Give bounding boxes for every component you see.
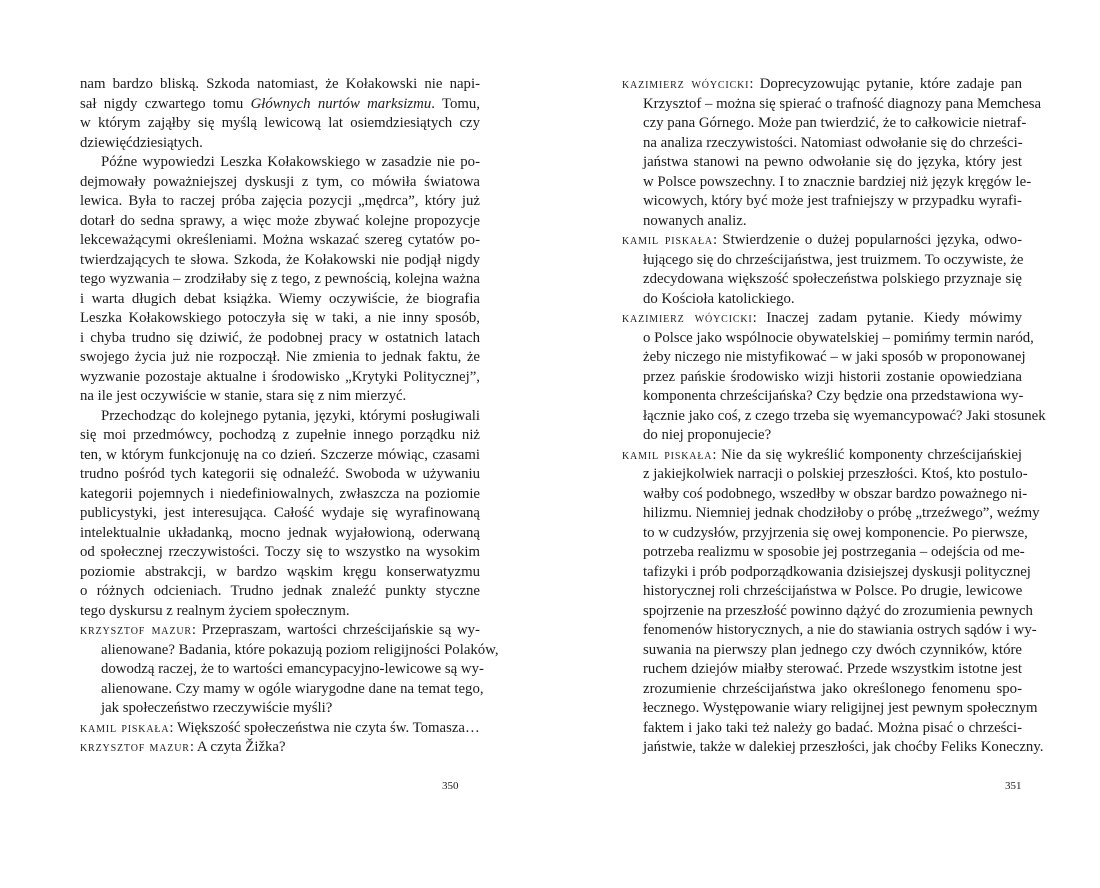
text-line: [80, 660, 484, 680]
line-text: od społecznej rzeczywistości. Toczy się to wszystko na wysokim: [80, 544, 480, 560]
text-line: [622, 602, 1033, 622]
text-line: [80, 699, 480, 719]
line-text: kategorii pojemnych i niedefiniowalnych, zwłaszcza na poziomie: [80, 485, 480, 502]
speaker-name: kazimierz wóycicki: [622, 311, 753, 326]
text-line: [80, 134, 480, 154]
line-text: intelektualnie układanką, mocno jednak wyjałowioną, oderwaną: [80, 524, 480, 541]
text-line: [622, 680, 1022, 700]
text-line: [622, 270, 1022, 290]
text-line: [80, 348, 480, 368]
text-line: [622, 329, 1034, 349]
line-text: jaństwie, także w dalekiej przeszłości, jak choćby Feliks Koneczny.: [643, 739, 1044, 755]
line-text: : Inaczej zadam pytanie. Kiedy mówimy: [752, 310, 1023, 326]
text-line: [80, 563, 480, 583]
text-line: [80, 251, 480, 271]
text-line: [622, 563, 1031, 583]
line-text-after: . Tomu,: [431, 95, 480, 112]
text-line: [80, 329, 480, 349]
line-text: faktem i jako taki też należy go badać. Można pisać o chrześci-: [643, 719, 1022, 736]
line-text: nowanych analiz.: [643, 212, 747, 229]
text-line: [80, 231, 480, 251]
speaker-name: kamil piskała: [622, 233, 713, 248]
line-text: historycznej roli chrześcijaństwa w Polsce. Po drugie, lewicowe: [643, 583, 1023, 599]
text-line: [80, 407, 480, 427]
text-line: [622, 485, 1028, 505]
text-line: [622, 251, 1022, 271]
line-text: na ile jest oczywiście w stanie, stara się z nim mierzyć.: [80, 388, 407, 404]
text-line: [80, 290, 480, 310]
text-line: [622, 504, 1040, 524]
text-line: [80, 504, 480, 524]
line-text: trudno pośród tych kategorii się odnaleźć. Swoboda w używaniu: [80, 466, 480, 482]
text-line: [622, 465, 1028, 485]
text-line: [80, 738, 480, 758]
text-line: [80, 368, 480, 388]
text-line: [622, 719, 1022, 739]
line-text: wyzwanie pozostaje aktualne i środowisko „Krytyki Politycznej”,: [80, 368, 480, 385]
line-text: : Przepraszam, wartości chrześcijańskie są wy-: [191, 622, 480, 638]
text-line: [622, 446, 1022, 466]
text-line: [80, 602, 480, 622]
line-text: spojrzenie na przeszłość powinno dążyć do zrozumienia pewnych: [643, 602, 1033, 619]
text-line: [622, 407, 1046, 427]
line-text: Krzysztof – można się spierać o trafność diagnozy pana Memchesa: [643, 95, 1042, 112]
text-line: [622, 134, 1022, 154]
line-text: ruchem dziejów miałby sterować. Przede wszystkim istotne jest: [643, 661, 1022, 677]
line-text: Późne wypowiedzi Leszka Kołakowskiego w zasadzie nie po-: [101, 154, 480, 170]
text-line: [80, 173, 480, 193]
line-text: hilizmu. Niemniej jednak chodziłoby o próbę „trzeźwego”, weźmy: [643, 505, 1040, 521]
line-text: lewica. Była to raczej próba zajęcia pozycji „mędrca”, który już: [80, 193, 480, 209]
text-line: [622, 231, 1022, 251]
speaker-name: krzysztof mazur: [80, 623, 192, 638]
speaker-name: kazimierz wóycicki: [622, 77, 750, 92]
line-text: nam bardzo bliską. Szkoda natomiast, że Kołakowski nie napi-: [80, 76, 480, 92]
text-line: [622, 153, 1022, 173]
line-text: wicowych, który być może jest trafniejszy w przypadku wyrafi-: [643, 193, 1022, 209]
text-line: [80, 75, 480, 95]
line-text: do niej proponujecie?: [643, 427, 772, 443]
line-text: jaństwa stanowi na pewno odwołanie się do języka, który jest: [643, 154, 1022, 170]
line-text: z jakiejkolwiek narracji o polskiej przeszłości. Ktoś, kto postulo-: [643, 466, 1028, 482]
text-line: [622, 114, 1027, 134]
line-text: do Kościoła katolickiego.: [643, 290, 795, 307]
text-line: [80, 153, 480, 173]
text-line: [80, 641, 499, 661]
line-text: fenomenów historycznych, a nie do stawiania ostrych sądów i wy-: [643, 622, 1037, 638]
line-text: i chyba trudno się dziwić, że podobnej pracy w ostatnich latach: [80, 329, 480, 346]
text-line: [80, 485, 480, 505]
text-line: [80, 719, 480, 739]
right-page-text: [622, 75, 1046, 758]
text-line: [622, 524, 1028, 544]
text-line: [622, 641, 1022, 661]
line-text: zrozumienie chrześcijaństwa jako określonego fenomenu spo-: [643, 680, 1022, 697]
text-line: [622, 426, 1022, 446]
line-text: zdecydowana większość społeczeństwa polskiego przyznaje się: [643, 271, 1022, 287]
line-text: się moi przedmówcy, pochodzą z zupełnie innego porządku niż: [80, 427, 480, 443]
line-text: w Polsce powszechny. I to znacznie bardziej niż język kręgów le-: [643, 173, 1032, 190]
text-line: [622, 309, 1022, 329]
line-text: alienowane. Czy mamy w ogóle wiarygodne dane na temat tego,: [101, 680, 484, 697]
text-line: [80, 524, 480, 544]
line-text: żeby niczego nie mistyfikować – w jaki sposób w proponowanej: [643, 349, 1026, 365]
line-text: dziewięćdziesiątych.: [80, 134, 203, 151]
speaker-name: kamil piskała: [622, 447, 713, 463]
line-text: na analiza rzeczywistości. Natomiast odwołanie się do chrześci-: [643, 134, 1023, 151]
line-text: : Doprecyzowując pytanie, które zadaje pan: [749, 76, 1022, 92]
line-text: : Nie da się wykreślić komponenty chrześcijańskiej: [712, 446, 1022, 463]
line-text: swojego życia już nie rozpoczął. Nie zmienia to jednak faktu, że: [80, 349, 480, 365]
line-text: : A czyta Žižka?: [189, 739, 286, 755]
book-title: Głównych nurtów marksizmu: [250, 95, 432, 112]
text-line: [80, 387, 480, 407]
line-text: twierdzających te słowa. Szkoda, że Kołakowski nie podjął nigdy: [80, 251, 480, 268]
text-line: [80, 95, 480, 115]
line-text: suwania na pierwszy plan jednego czy dwóch czynników, które: [643, 641, 1022, 658]
speaker-name: kamil piskała: [80, 720, 170, 736]
text-line: [622, 75, 1022, 95]
text-line: [80, 309, 480, 329]
text-line: [622, 173, 1032, 193]
line-text: wałby coś podobnego, wszedłby w obszar bardzo poważnego ni-: [643, 485, 1028, 502]
text-line: [80, 270, 480, 290]
text-line: [622, 738, 1044, 758]
text-line: [622, 699, 1038, 719]
line-text: o Polsce jako wspólnocie obywatelskiej – pomińmy termin naród,: [643, 329, 1034, 346]
text-line: [622, 348, 1026, 368]
text-line: [622, 543, 1025, 563]
line-text: dowodzą raczej, że to wartości emancypacyjno-lewicowe są wy-: [101, 661, 484, 677]
text-line: [80, 680, 484, 700]
line-text: alienowane? Badania, które pokazują poziom religijności Polaków,: [101, 641, 499, 658]
text-line: [80, 426, 480, 446]
line-text: potrzeba realizmu w sposobie jej postrzegania – odejścia od me-: [643, 544, 1025, 560]
line-text: ten, w którym funkcjonuję na co dzień. Szczerze mówiąc, czasami: [80, 446, 480, 463]
text-line: [622, 192, 1022, 212]
line-text: łującego się do chrześcijaństwa, jest truizmem. To oczywiste, że: [643, 251, 1024, 268]
line-text: komponenta chrześcijańska? Czy będzie ona przedstawiona wy-: [643, 388, 1024, 404]
text-line: [80, 465, 480, 485]
line-text: : Stwierdzenie o dużej popularności języka, odwo-: [713, 232, 1022, 248]
line-text: czy pana Górnego. Może pan twierdzić, że to całkowicie nietraf-: [643, 115, 1027, 131]
text-line: [622, 212, 1022, 232]
text-line: [622, 582, 1022, 602]
line-text: tego dyskursu z realnym życiem społecznym.: [80, 602, 350, 619]
page-number-left: 350: [442, 780, 459, 792]
line-text: publicystyki, jest interesująca. Całość wydaje się wyrafinowaną: [80, 505, 480, 521]
line-text: poziomie abstrakcji, w bardzo wąskim kręgu konserwatyzmu: [80, 563, 480, 580]
line-text: sał nigdy czwartego tomu: [80, 95, 251, 112]
text-line: [80, 543, 480, 563]
text-line: [622, 387, 1022, 407]
line-text: łecznego. Występowanie wiary religijnej jest pewnym społecznym: [643, 700, 1038, 716]
line-text: : Większość społeczeństwa nie czyta św. Tomasza…: [169, 719, 480, 736]
line-text: lekceważącymi określeniami. Można wskazać szereg cytatów po-: [80, 232, 480, 248]
speaker-name: krzysztof mazur: [80, 740, 190, 755]
text-line: [80, 114, 480, 134]
text-line: [622, 290, 1022, 310]
line-text: i warta długich debat książka. Wiemy oczywiście, że biografia: [80, 290, 480, 307]
line-text: dotarł do sedna sprawy, a więc może zbywać kolejne propozycje: [80, 212, 480, 229]
line-text: o różnych odcieniach. Trudno jednak znaleźć punkty styczne: [80, 583, 480, 599]
line-text: przez pańskie środowisko wizji historii zostanie opowiedziana: [643, 368, 1022, 385]
line-text: to w cudzysłów, przyjrzenia się owej komponencie. Po pierwsze,: [643, 524, 1028, 541]
text-line: [80, 621, 480, 641]
text-line: [80, 212, 480, 232]
line-text: Leszka Kołakowskiego potoczyła się w taki, a nie inny sposób,: [80, 310, 480, 326]
line-text: tego wyzwania – zrodziłaby się z tego, z pewnością, kolejna ważna: [80, 271, 480, 287]
text-line: [622, 621, 1037, 641]
page-number-right: 351: [1005, 780, 1022, 792]
text-line: [622, 95, 1042, 115]
text-line: [80, 582, 480, 602]
line-text: łącznie jako coś, z czego trzeba się wyemancypować? Jaki stosunek: [643, 407, 1046, 424]
line-text: dejmowały poważniejszej dyskusji z tym, co mówiła światowa: [80, 173, 480, 190]
text-line: [80, 446, 480, 466]
left-page-text: [80, 75, 499, 758]
text-line: [622, 660, 1022, 680]
line-text: jak społeczeństwo rzeczywiście myśli?: [101, 700, 333, 716]
text-line: [80, 192, 480, 212]
line-text: Przechodząc do kolejnego pytania, języki, którymi posługiwali: [101, 407, 480, 424]
text-line: [622, 368, 1022, 388]
line-text: tafizyki i prób podporządkowania dzisiejszej dyskusji politycznej: [643, 563, 1031, 580]
line-text: w którym zająłby się myślą lewicową lat osiemdziesiątych czy: [80, 115, 480, 131]
